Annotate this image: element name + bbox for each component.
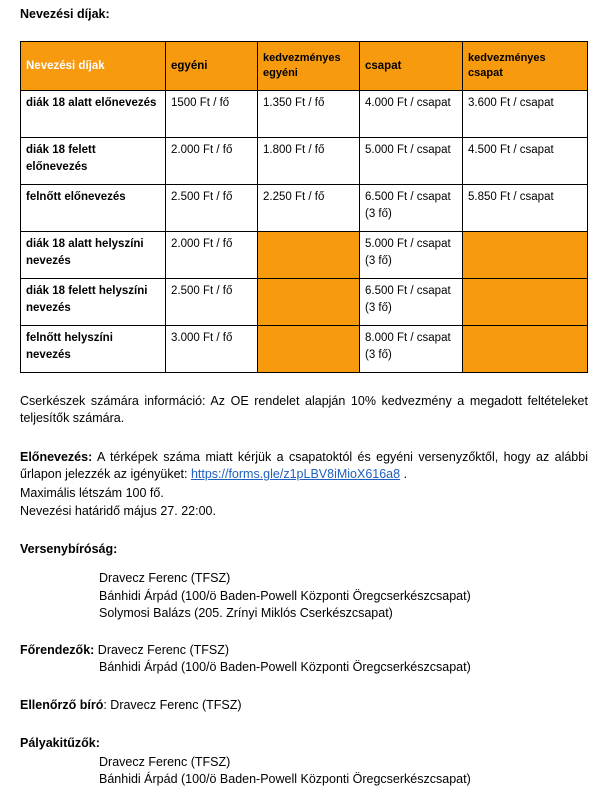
table-cell: 4.500 Ft / csapat — [463, 138, 588, 185]
max-participants: Maximális létszám 100 fő. — [20, 486, 164, 500]
table-row — [21, 91, 588, 138]
jury-heading: Versenybíróság: — [20, 542, 118, 556]
table-row — [21, 279, 588, 326]
prereg-after: . — [400, 467, 408, 481]
table-row — [21, 138, 588, 185]
table-cell: 5.000 Ft / csapat (3 fő) — [360, 232, 463, 279]
header-cell: egyéni — [166, 42, 258, 91]
table-row — [21, 326, 588, 373]
empty-highlight-cell — [258, 232, 360, 279]
table-cell: 2.500 Ft / fő — [166, 279, 258, 326]
empty-highlight-cell — [258, 279, 360, 326]
row-label: diák 18 alatt helyszíni nevezés — [21, 232, 166, 279]
table-cell: 6.500 Ft / csapat (3 fő) — [360, 185, 463, 232]
table-cell: 3.600 Ft / csapat — [463, 91, 588, 138]
table-cell: 4.000 Ft / csapat — [360, 91, 463, 138]
table-cell: 8.000 Ft / csapat (3 fő) — [360, 326, 463, 373]
controller-text: : Dravecz Ferenc (TFSZ) — [103, 698, 242, 712]
prereg-label: Előnevezés: — [20, 450, 93, 464]
controller-label: Ellenőrző bíró — [20, 698, 104, 712]
table-cell: 1500 Ft / fő — [166, 91, 258, 138]
table-cell: 1.800 Ft / fő — [258, 138, 360, 185]
table-cell: 3.000 Ft / fő — [166, 326, 258, 373]
jury-member: Bánhidi Árpád (100/ö Baden-Powell Központi Öregcserkészcsapat) — [99, 589, 471, 603]
table-cell: 2.000 Ft / fő — [166, 138, 258, 185]
scouts-info-paragraph: Cserkészek számára információ: Az OE rendelet alapján 10% kedvezmény a megadott feltételeket teljesítők számára. — [20, 394, 588, 425]
controller-line — [20, 697, 588, 714]
header-cell: Nevezési díjak — [21, 42, 166, 91]
table-cell: 2.000 Ft / fő — [166, 232, 258, 279]
setter-member: Bánhidi Árpád (100/ö Baden-Powell Központi Öregcserkészcsapat) — [99, 772, 471, 786]
row-label: diák 18 felett előnevezés — [21, 138, 166, 185]
setter-member: Dravecz Ferenc (TFSZ) — [99, 755, 231, 769]
organizers-label: Főrendezők: — [20, 643, 95, 657]
row-label: diák 18 alatt előnevezés — [21, 91, 166, 138]
row-label: felnőtt helyszíni nevezés — [21, 326, 166, 373]
organizers-line — [20, 642, 588, 659]
header-cell: kedvezményes csapat — [463, 42, 588, 91]
table-cell: 6.500 Ft / csapat (3 fő) — [360, 279, 463, 326]
header-cell: csapat — [360, 42, 463, 91]
organizers-second: Bánhidi Árpád (100/ö Baden-Powell Központi Öregcserkészcsapat) — [99, 660, 471, 674]
row-label: diák 18 felett helyszíni nevezés — [21, 279, 166, 326]
table-cell: 2.250 Ft / fő — [258, 185, 360, 232]
table-header-row — [21, 42, 588, 91]
empty-highlight-cell — [463, 232, 588, 279]
jury-member: Solymosi Balázs (205. Zrínyi Miklós Cserkészcsapat) — [99, 606, 393, 620]
table-cell: 2.500 Ft / fő — [166, 185, 258, 232]
jury-member: Dravecz Ferenc (TFSZ) — [99, 571, 231, 585]
table-row — [21, 232, 588, 279]
table-cell: 5.000 Ft / csapat — [360, 138, 463, 185]
deadline: Nevezési határidő május 27. 22:00. — [20, 504, 216, 518]
table-row — [21, 185, 588, 232]
empty-highlight-cell — [463, 279, 588, 326]
row-label: felnőtt előnevezés — [21, 185, 166, 232]
setters-heading: Pályakitűzők: — [20, 736, 100, 750]
table-cell: 1.350 Ft / fő — [258, 91, 360, 138]
empty-highlight-cell — [258, 326, 360, 373]
table-cell: 5.850 Ft / csapat — [463, 185, 588, 232]
prereg-paragraph — [20, 449, 588, 483]
empty-highlight-cell — [463, 326, 588, 373]
fees-table — [20, 41, 588, 373]
prereg-text: A térképek száma miatt kérjük a csapatoktól és egyéni versenyzőktől, hogy az alábbi űrlapon jelezzék az igényüket: — [20, 450, 588, 481]
prereg-form-link[interactable]: https://forms.gle/z1pLBV8iMioX616a8 — [190, 467, 401, 481]
section-title: Nevezési díjak: — [20, 7, 110, 21]
header-cell: kedvezményes egyéni — [258, 42, 360, 91]
organizers-first: Dravecz Ferenc (TFSZ) — [94, 643, 230, 657]
